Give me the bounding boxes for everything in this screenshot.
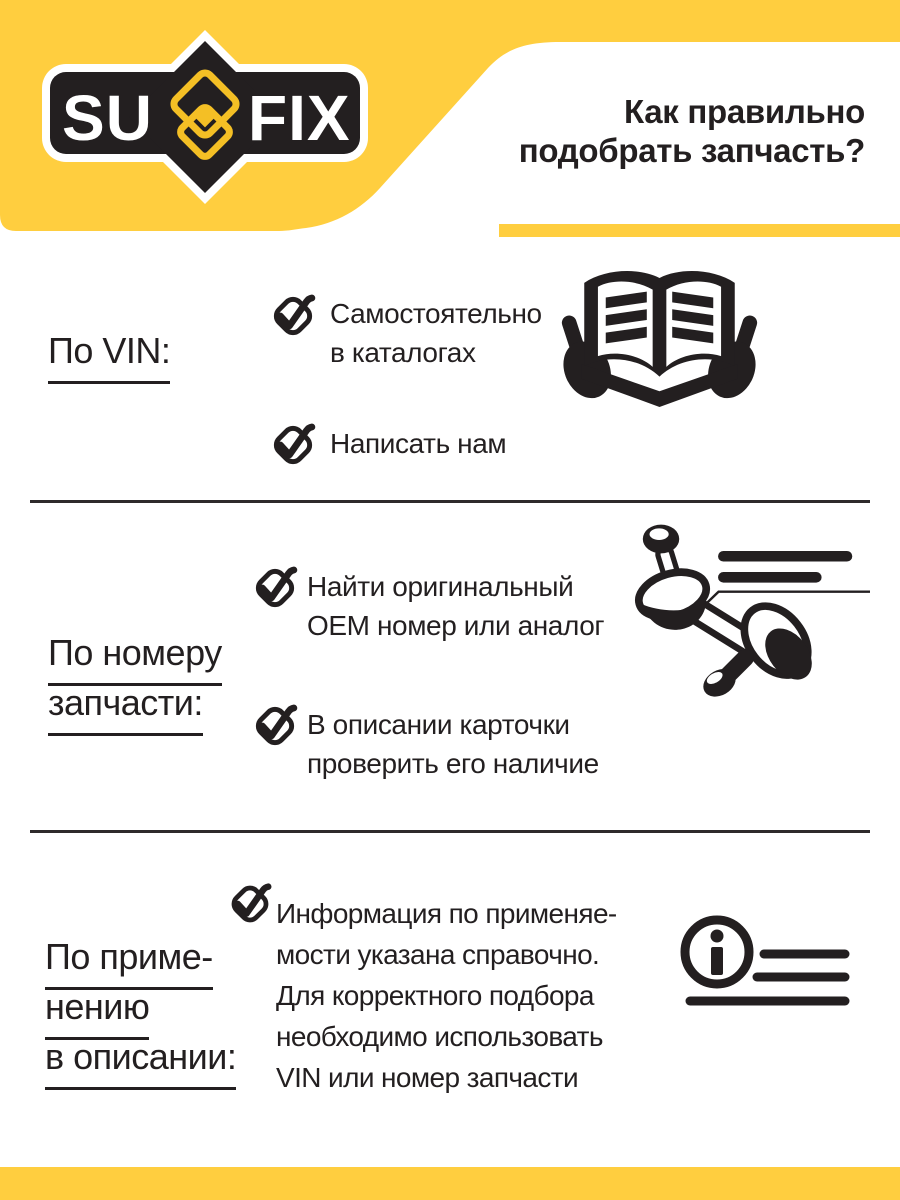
- sufix-logo: [40, 28, 370, 214]
- checkmark-icon: [266, 289, 320, 343]
- checkmark-icon: [224, 878, 276, 930]
- section-usage-heading: [45, 932, 236, 1082]
- page-title-line1: Как правильно: [623, 93, 865, 130]
- logo-text-su: SU: [62, 82, 153, 154]
- item-line: необходимо использовать: [276, 1021, 603, 1052]
- item-line: VIN или номер запчасти: [276, 1062, 579, 1093]
- section-divider: [30, 500, 870, 503]
- item-line: в каталогах: [330, 337, 476, 368]
- checkmark-icon: [266, 418, 320, 472]
- heading-line: По VIN:: [48, 326, 170, 384]
- info-icon: [676, 910, 852, 1010]
- heading-line: По номеру: [48, 628, 222, 686]
- heading-line: По приме-: [45, 932, 213, 990]
- section-vin-heading: [48, 326, 170, 376]
- heading-line: в описании:: [45, 1032, 236, 1090]
- number-item-1: [307, 567, 604, 645]
- checkmark-icon: [248, 561, 302, 615]
- heading-line: запчасти:: [48, 678, 203, 736]
- item-line: ОЕМ номер или аналог: [307, 610, 605, 641]
- title-underline-bar: [499, 224, 900, 237]
- heading-line: нению: [45, 982, 149, 1040]
- usage-note: [276, 893, 617, 1098]
- logo-text-fix: FIX: [248, 82, 351, 154]
- section-number-heading: [48, 628, 222, 728]
- item-line: Информация по применяе-: [276, 898, 617, 929]
- vin-item-1: [330, 294, 542, 372]
- vin-item-2: [330, 424, 506, 463]
- item-line: Самостоятельно: [330, 298, 542, 329]
- checkmark-icon: [248, 699, 302, 753]
- item-line: Написать нам: [330, 428, 507, 459]
- item-line: В описании карточки: [307, 709, 570, 740]
- open-catalog-book-icon: [552, 264, 767, 416]
- number-item-2: [307, 705, 599, 783]
- page-title: [519, 92, 865, 170]
- item-line: проверить его наличие: [307, 748, 599, 779]
- item-line: Найти оригинальный: [307, 571, 574, 602]
- item-line: мости указана справочно.: [276, 939, 600, 970]
- stabilizer-link-part-icon: [592, 512, 870, 704]
- section-divider: [30, 830, 870, 833]
- item-line: Для корректного подбора: [276, 980, 594, 1011]
- footer-band: [0, 1167, 900, 1200]
- page-title-line2: подобрать запчасть?: [518, 132, 865, 169]
